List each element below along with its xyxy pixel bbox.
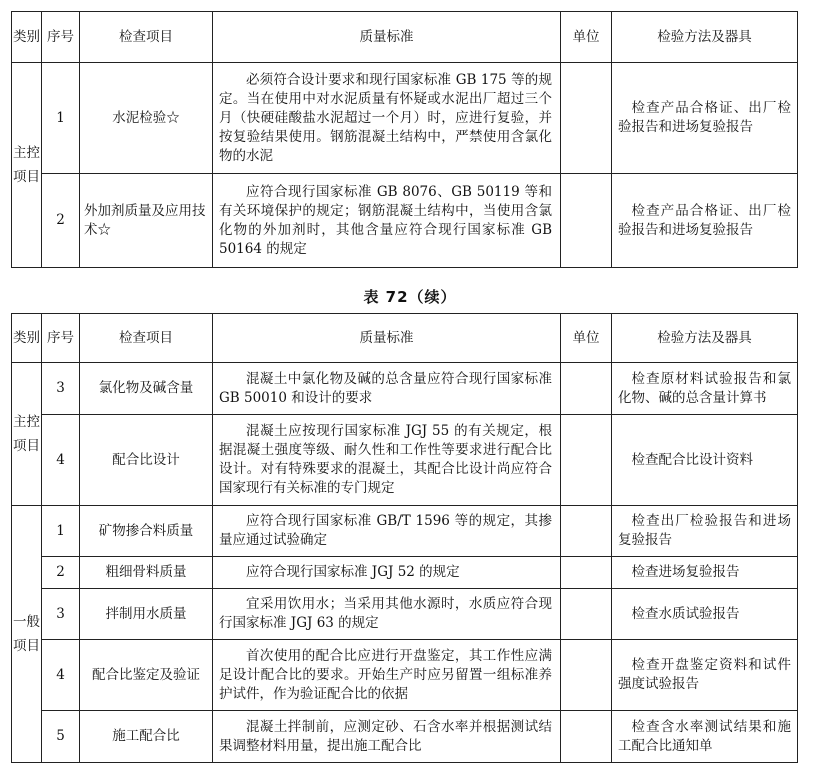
- table-header-row: [12, 314, 798, 363]
- seq-cell: 2: [42, 557, 80, 589]
- table-row: [12, 174, 798, 268]
- seq-cell: 1: [42, 506, 80, 557]
- method-cell: 检查开盘鉴定资料和试件强度试验报告: [612, 640, 798, 711]
- method-cell: 检查出厂检验报告和进场复验报告: [612, 506, 798, 557]
- unit-cell: [561, 415, 612, 506]
- category-cell: 一般项目: [12, 506, 42, 763]
- header-unit: 单位: [561, 314, 612, 363]
- method-cell: 检查产品合格证、出厂检验报告和进场复验报告: [612, 63, 798, 174]
- unit-cell: [561, 63, 612, 174]
- table-row: [12, 415, 798, 506]
- seq-cell: 3: [42, 363, 80, 415]
- method-cell: 检查含水率测试结果和施工配合比通知单: [612, 711, 798, 763]
- item-cell: 矿物掺合料质量: [80, 506, 213, 557]
- standard-cell: 应符合现行国家标准 GB/T 1596 等的规定，其掺量应通过试验确定: [213, 506, 561, 557]
- header-method: 检验方法及器具: [612, 314, 798, 363]
- table-header-row: [12, 12, 798, 63]
- unit-cell: [561, 640, 612, 711]
- unit-cell: [561, 506, 612, 557]
- unit-cell: [561, 557, 612, 589]
- header-item: 检查项目: [80, 314, 213, 363]
- standard-cell: 混凝土中氯化物及碱的总含量应符合现行国家标准 GB 50010 和设计的要求: [213, 363, 561, 415]
- table-row: [12, 63, 798, 174]
- seq-cell: 4: [42, 415, 80, 506]
- item-cell: 配合比设计: [80, 415, 213, 506]
- standard-cell: 宜采用饮用水；当采用其他水源时，水质应符合现行国家标准 JGJ 63 的规定: [213, 589, 561, 640]
- standard-cell: 混凝土应按现行国家标准 JGJ 55 的有关规定，根据混凝土强度等级、耐久性和工作性等要求进行配合比设计。对有特殊要求的混凝土，其配合比设计尚应符合国家现行有关标准的专门规定: [213, 415, 561, 506]
- standard-cell: 混凝土拌制前，应测定砂、石含水率并根据测试结果调整材料用量，提出施工配合比: [213, 711, 561, 763]
- category-cell: 主控项目: [12, 363, 42, 506]
- standard-cell: 应符合现行国家标准 GB 8076、GB 50119 等和有关环境保护的规定；钢筋混凝土结构中，当使用含氯化物的外加剂时，其他含量应符合现行国家标准 GB 50164 的规定: [213, 174, 561, 268]
- header-unit: 单位: [561, 12, 612, 63]
- standard-cell: 首次使用的配合比应进行开盘鉴定，其工作性应满足设计配合比的要求。开始生产时应另留置一组标准养护试件，作为验证配合比的依据: [213, 640, 561, 711]
- quality-table-part2: [11, 313, 798, 763]
- standard-cell: 必须符合设计要求和现行国家标准 GB 175 等的规定。当在使用中对水泥质量有怀疑或水泥出厂超过三个月（快硬硅酸盐水泥超过一个月）时，应进行复验，并按复验结果使用。钢筋混凝土结构中，严禁使用含氯化物的水泥: [213, 63, 561, 174]
- seq-cell: 4: [42, 640, 80, 711]
- table-row: [12, 640, 798, 711]
- item-cell: 水泥检验☆: [80, 63, 213, 174]
- item-cell: 氯化物及碱含量: [80, 363, 213, 415]
- seq-cell: 3: [42, 589, 80, 640]
- method-cell: 检查原材料试验报告和氯化物、碱的总含量计算书: [612, 363, 798, 415]
- table-row: [12, 363, 798, 415]
- method-cell: 检查配合比设计资料: [612, 415, 798, 506]
- table-row: [12, 589, 798, 640]
- header-seq: 序号: [42, 314, 80, 363]
- header-item: 检查项目: [80, 12, 213, 63]
- header-category: 类别: [12, 12, 42, 63]
- item-cell: 拌制用水质量: [80, 589, 213, 640]
- header-category: 类别: [12, 314, 42, 363]
- item-cell: 粗细骨料质量: [80, 557, 213, 589]
- item-cell: 配合比鉴定及验证: [80, 640, 213, 711]
- header-method: 检验方法及器具: [612, 12, 798, 63]
- table-row: [12, 506, 798, 557]
- seq-cell: 1: [42, 63, 80, 174]
- item-cell: 施工配合比: [80, 711, 213, 763]
- unit-cell: [561, 174, 612, 268]
- quality-table-part1: [11, 11, 798, 268]
- method-cell: 检查水质试验报告: [612, 589, 798, 640]
- table-row: [12, 557, 798, 589]
- table-caption: 表 72（续）: [363, 288, 457, 306]
- method-cell: 检查进场复验报告: [612, 557, 798, 589]
- table-row: [12, 711, 798, 763]
- header-standard: 质量标准: [213, 314, 561, 363]
- seq-cell: 5: [42, 711, 80, 763]
- category-cell: 主控项目: [12, 63, 42, 268]
- header-seq: 序号: [42, 12, 80, 63]
- unit-cell: [561, 589, 612, 640]
- header-standard: 质量标准: [213, 12, 561, 63]
- seq-cell: 2: [42, 174, 80, 268]
- unit-cell: [561, 711, 612, 763]
- unit-cell: [561, 363, 612, 415]
- item-cell: 外加剂质量及应用技术☆: [80, 174, 213, 268]
- standard-cell: 应符合现行国家标准 JGJ 52 的规定: [213, 557, 561, 589]
- method-cell: 检查产品合格证、出厂检验报告和进场复验报告: [612, 174, 798, 268]
